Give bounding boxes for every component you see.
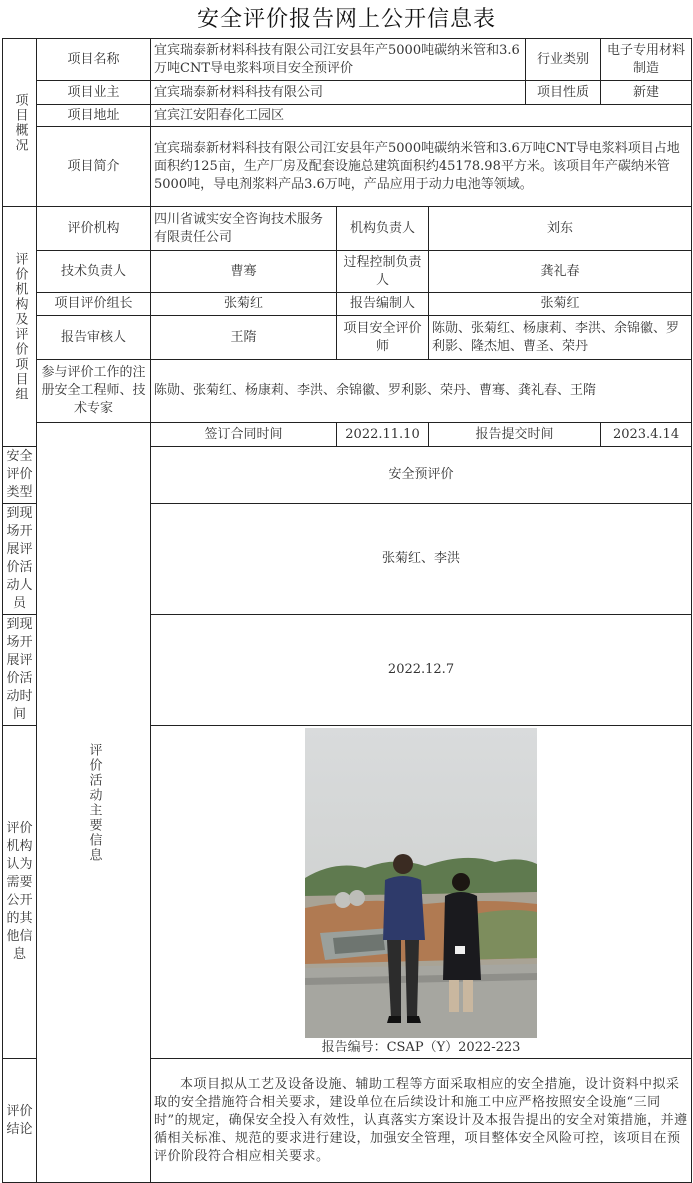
process-control-label: 过程控制负责人: [337, 251, 429, 293]
team-leader-label: 项目评价组长: [37, 293, 151, 316]
sign-date-label: 签订合同时间: [151, 423, 337, 447]
org-head-label: 机构负责人: [337, 207, 429, 251]
nature-value: 新建: [601, 81, 692, 105]
reviewer-label: 报告审核人: [37, 316, 151, 360]
owner-value: 宜宾瑞泰新材料科技有限公司: [151, 81, 526, 105]
conclusion-label: 评价结论: [3, 1059, 37, 1183]
engineers-label: 参与评价工作的注册安全工程师、技术专家: [37, 360, 151, 423]
assessor-label: 项目安全评价师: [337, 316, 429, 360]
org-head-value: 刘东: [429, 207, 692, 251]
site-staff-value: 张菊红、李洪: [151, 504, 692, 615]
site-time-label: 到现场开展评价活动时间: [3, 615, 37, 726]
page-title: 安全评价报告网上公开信息表: [196, 7, 496, 32]
eval-type-label: 安全评价类型: [3, 447, 37, 504]
industry-value: 电子专用材料制造: [601, 39, 692, 81]
intro-value: 宜宾瑞泰新材料科技有限公司江安县年产5000吨碳纳米管和3.6万吨CNT导电浆料项目占地面积约125亩，生产厂房及配套设施总建筑面积约45178.98平方米。该项目年产碳纳米管5000吨，导电剂浆料产品3.6万吨，产品应用于动力电池等领域。: [151, 127, 692, 207]
eval-type-value: 安全预评价: [151, 447, 692, 504]
section-agency: 评价机构及评价项目组: [3, 207, 37, 447]
address-value: 宜宾江安阳春化工园区: [151, 105, 692, 127]
assessor-value: 陈勋、张菊红、杨康莉、李洪、余锦徽、罗利影、隆杰旭、曹圣、荣丹: [429, 316, 692, 360]
submit-date-value: 2023.4.14: [601, 423, 692, 447]
org-value: 四川省诚实安全咨询技术服务有限责任公司: [151, 207, 337, 251]
info-table: [2, 38, 692, 1183]
industry-label: 行业类别: [526, 39, 601, 81]
report-writer-value: 张菊红: [429, 293, 692, 316]
other-info-cell: [151, 726, 692, 1059]
section-overview: 项目概况: [3, 39, 37, 207]
report-number: 报告编号：CSAP（Y）2022-223: [321, 1040, 521, 1055]
team-leader-value: 张菊红: [151, 293, 337, 316]
intro-label: 项目简介: [37, 127, 151, 207]
reviewer-value: 王隋: [151, 316, 337, 360]
conclusion-value: 本项目拟从工艺及设备设施、辅助工程等方面采取相应的安全措施，设计资料中拟采取的安全措施符合相关要求，建设单位在后续设计和施工中应严格按照安全设施“三同时”的规定，确保安全投入有效性，认真落实方案设计及本报告提出的安全对策措施，并遵循相关标准、规范的要求进行建设，加强安全管理，项目整体安全风险可控，该项目在预评价阶段符合相应相关要求。: [151, 1059, 692, 1183]
project-name-label: 项目名称: [37, 39, 151, 81]
sign-date-value: 2022.11.10: [337, 423, 429, 447]
section-activity: 评价活动主要信息: [37, 423, 151, 1183]
engineers-value: 陈勋、张菊红、杨康莉、李洪、余锦徽、罗利影、荣丹、曹骞、龚礼春、王隋: [151, 360, 692, 423]
address-label: 项目地址: [37, 105, 151, 127]
report-writer-label: 报告编制人: [337, 293, 429, 316]
other-info-label: 评价机构认为需要公开的其他信息: [3, 726, 37, 1059]
site-photo: [305, 728, 537, 1038]
process-control-value: 龚礼春: [429, 251, 692, 293]
org-label: 评价机构: [37, 207, 151, 251]
site-time-value: 2022.12.7: [151, 615, 692, 726]
project-name-value: 宜宾瑞泰新材料科技有限公司江安县年产5000吨碳纳米管和3.6万吨CNT导电浆料项目安全预评价: [151, 39, 526, 81]
submit-date-label: 报告提交时间: [429, 423, 601, 447]
tech-lead-label: 技术负责人: [37, 251, 151, 293]
site-staff-label: 到现场开展评价活动人员: [3, 504, 37, 615]
owner-label: 项目业主: [37, 81, 151, 105]
nature-label: 项目性质: [526, 81, 601, 105]
tech-lead-value: 曹骞: [151, 251, 337, 293]
